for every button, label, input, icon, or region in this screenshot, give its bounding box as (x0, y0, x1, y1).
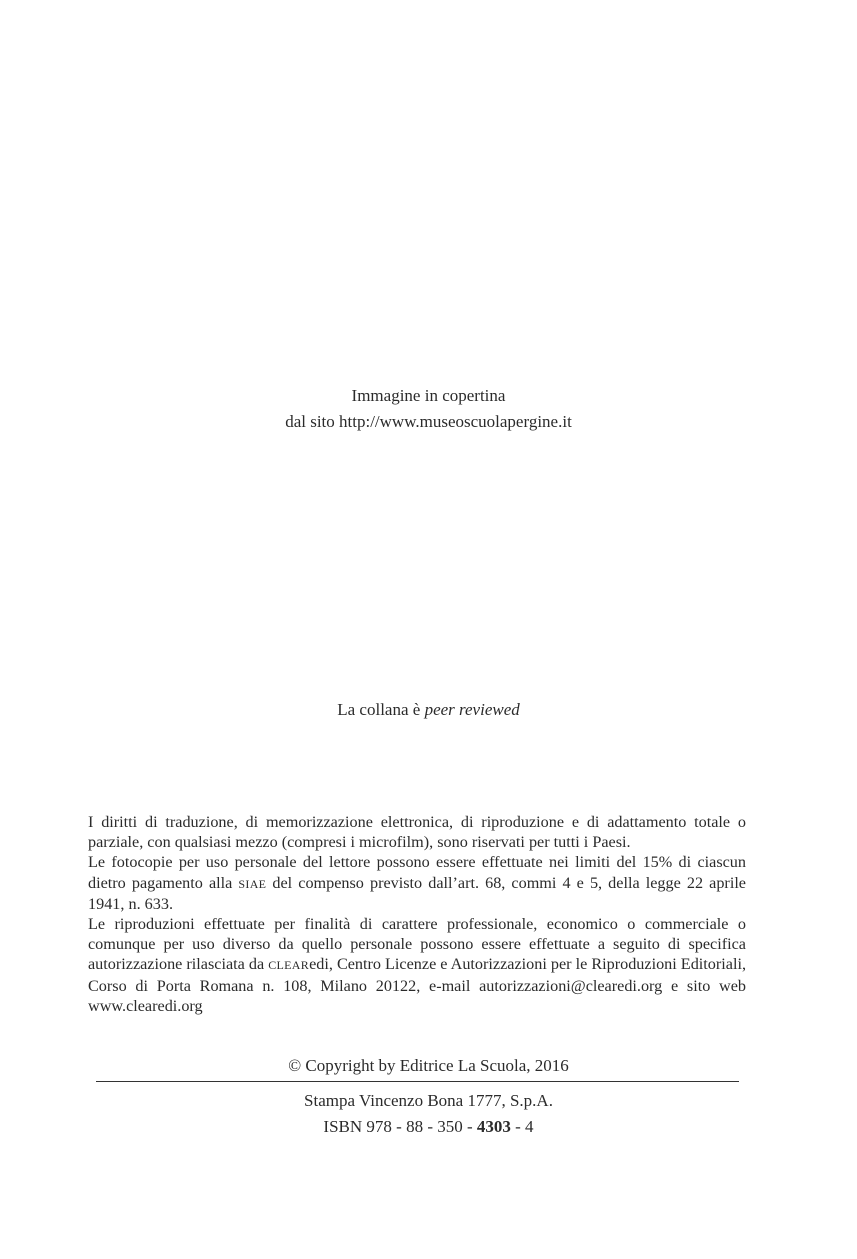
siae-name: SIAE (238, 876, 267, 891)
isbn-line (0, 1114, 857, 1140)
isbn-bold-part: 4303 (476, 1117, 511, 1136)
divider-rule (96, 1081, 739, 1082)
series-note-italic: peer reviewed (424, 700, 520, 719)
photocopies-text-end: del compenso previsto dall’art. 68, commi 4 e 5, della legge 22 aprile 1941, n. 633. (88, 873, 746, 913)
isbn-prefix: ISBN 978 - 88 - 350 - (323, 1117, 477, 1136)
printer-name: Stampa Vincenzo Bona 1777, S.p.A. (304, 1091, 553, 1110)
cover-image-credit (0, 383, 857, 435)
rights-paragraph-reproductions (88, 914, 746, 1016)
copyright-line: © Copyright by Editrice La Scuola, 2016 (288, 1056, 569, 1075)
series-note-text: La collana è (337, 700, 425, 719)
photocopies-text-start: Le fotocopie per uso personale del lettore possono essere effettuate nei limiti del 15% di ciascun dietro pagamento alla (88, 853, 746, 892)
cover-credit-line-2: dal sito http://www.museoscuolapergine.it (285, 412, 572, 431)
series-note (0, 697, 857, 723)
clearedi-name-caps: CLEAR (268, 958, 310, 973)
rights-paragraph-photocopies (88, 852, 746, 914)
reproductions-text-start: Le riproduzioni effettuate per finalità di carattere professionale, economico o commerciale o comunque per uso diverso da quello personale possono essere effettuate a seguito di specifica autorizzazione rilasciata da (88, 915, 746, 974)
printer-info (0, 1088, 857, 1140)
clearedi-name-rest: edi (309, 955, 329, 974)
reproductions-text-end: , Centro Licenze e Autorizzazioni per le Riproduzioni Editoriali, Corso di Porta Romana n. 108, Milano 20122, e-mail autorizzazioni@clearedi.org e sito web www.clearedi.org (88, 955, 746, 1015)
rights-paragraph-translation: I diritti di traduzione, di memorizzazione elettronica, di riproduzione e di adattamento totale o parziale, con qualsiasi mezzo (compresi i microfilm), sono riservati per tutti i Paesi. (88, 813, 746, 852)
isbn-suffix: - 4 (510, 1117, 534, 1136)
cover-credit-line-1: Immagine in copertina (351, 386, 506, 405)
rights-notice (88, 812, 746, 1016)
